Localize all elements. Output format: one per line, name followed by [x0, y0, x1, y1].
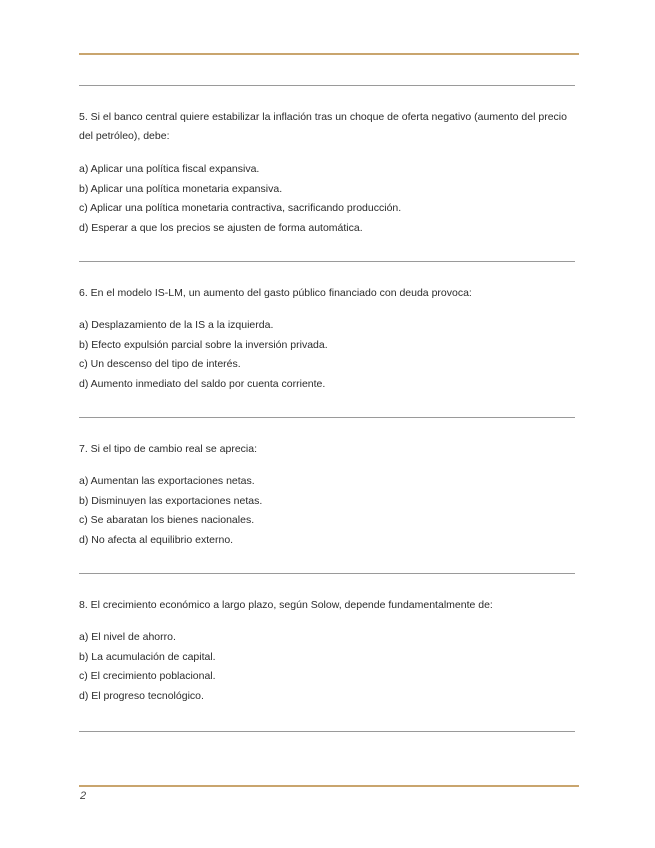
header-rule: [79, 53, 579, 55]
question-prompt: 5. Si el banco central quiere estabilizar la inflación tras un choque de oferta negativo (aumento del precio del petróleo), debe:: [79, 111, 567, 142]
option-b: b) Efecto expulsión parcial sobre la inversión privada.: [79, 338, 328, 351]
option-b: b) Disminuyen las exportaciones netas.: [79, 494, 263, 507]
option-a: a) Aumentan las exportaciones netas.: [79, 475, 255, 487]
page-number: 2: [80, 790, 87, 802]
answer-line: [79, 573, 575, 574]
options-list: [79, 160, 575, 238]
answer-line: [79, 85, 575, 86]
question-prompt: 8. El crecimiento económico a largo plazo, según Solow, depende fundamentalmente de:: [79, 599, 493, 611]
option-c: c) Aplicar una política monetaria contractiva, sacrificando producción.: [79, 202, 402, 214]
option-b: b) La acumulación de capital.: [79, 650, 216, 663]
option-c: c) El crecimiento poblacional.: [79, 670, 216, 682]
option-d: d) Aumento inmediato del saldo por cuenta corriente.: [79, 377, 326, 390]
option-b: b) Aplicar una política monetaria expansiva.: [79, 182, 283, 195]
option-a: a) El nivel de ahorro.: [79, 631, 176, 643]
question-prompt: 7. Si el tipo de cambio real se aprecia:: [79, 443, 258, 455]
options-list: [79, 316, 575, 394]
option-d: d) El progreso tecnológico.: [79, 689, 204, 702]
option-c: c) Un descenso del tipo de interés.: [79, 358, 241, 370]
question-prompt: 6. En el modelo IS-LM, un aumento del gasto público financiado con deuda provoca:: [79, 287, 472, 299]
option-a: a) Aplicar una política fiscal expansiva.: [79, 163, 260, 175]
answer-line: [79, 731, 575, 732]
answer-line: [79, 417, 575, 418]
option-c: c) Se abaratan los bienes nacionales.: [79, 514, 255, 526]
option-d: d) No afecta al equilibrio externo.: [79, 533, 234, 546]
option-a: a) Desplazamiento de la IS a la izquierda.: [79, 319, 274, 331]
options-list: [79, 628, 575, 706]
option-d: d) Esperar a que los precios se ajusten de forma automática.: [79, 221, 363, 234]
options-list: [79, 472, 575, 550]
answer-line: [79, 261, 575, 262]
footer-rule: [79, 785, 579, 787]
